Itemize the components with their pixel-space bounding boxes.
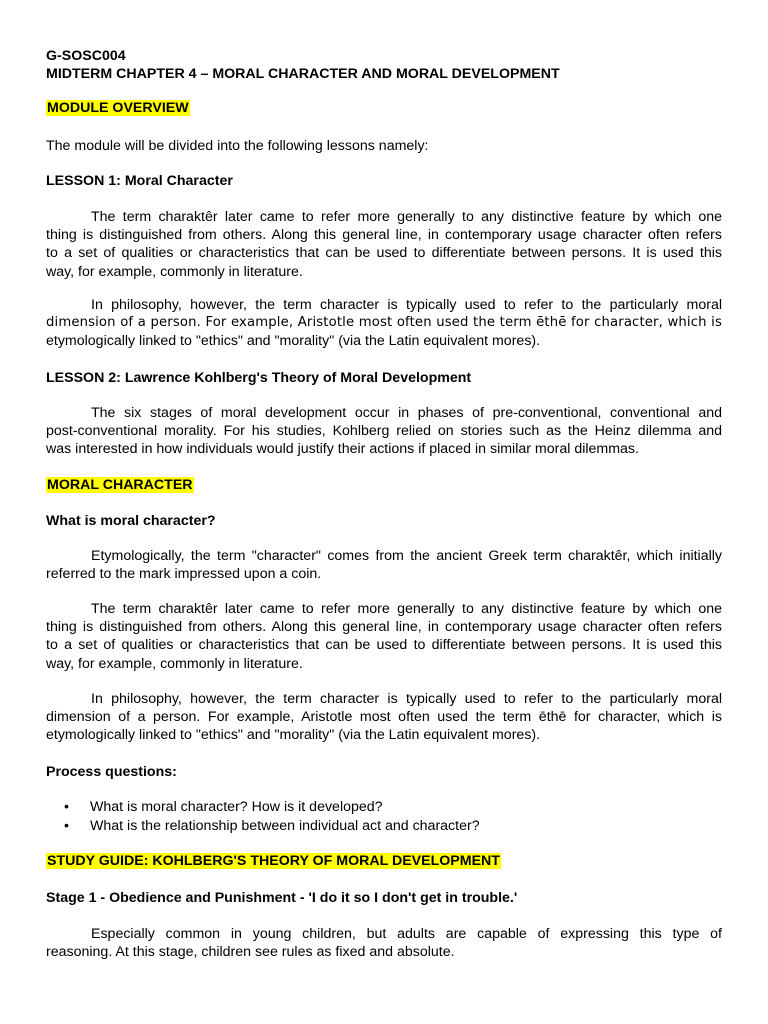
stage1-paragraph — [46, 925, 722, 961]
list-item-text: What is the relationship between individual act and character? — [90, 818, 480, 834]
paragraph-line: to a set of qualities or characteristics that can be used to differentiate between persons. It is used this — [46, 637, 722, 654]
moral-character-heading-wrap — [46, 476, 722, 494]
paragraph-line: way, for example, commonly in literature. — [46, 655, 303, 672]
paragraph-line: Etymologically, the term "character" comes from the ancient Greek term charaktêr, which initially — [91, 548, 722, 564]
paragraph-line: to a set of qualities or characteristics that can be used to differentiate between persons. It is used this — [46, 245, 722, 262]
paragraph-line: Especially common in young children, but adults are capable of expressing this type of — [91, 926, 722, 942]
moral-character-paragraph-1 — [46, 547, 722, 583]
moral-character-heading: MORAL CHARACTER — [47, 477, 193, 493]
bullet-icon: • — [64, 799, 69, 815]
paragraph-line: post-conventional morality. For his studies, Kohlberg relied on stories such as the Heinz dilemma and — [46, 423, 722, 440]
process-questions-heading: Process questions: — [46, 764, 177, 780]
paragraph-line: In philosophy, however, the term character is typically used to refer to the particularly moral — [91, 691, 722, 707]
paragraph-line: reasoning. At this stage, children see rules as fixed and absolute. — [46, 944, 455, 961]
bullet-icon: • — [64, 818, 69, 834]
paragraph-line: thing is distinguished from others. Along this general line, in contemporary usage character often refers — [46, 619, 722, 636]
paragraph-line: In philosophy, however, the term character is typically used to refer to the particularly moral — [91, 297, 722, 313]
paragraph-line: etymologically linked to "ethics" and "morality" (via the Latin equivalent mores). — [46, 333, 541, 350]
paragraph-line: was interested in how individuals would justify their actions if placed in similar moral dilemmas. — [46, 441, 639, 458]
document-title: MIDTERM CHAPTER 4 – MORAL CHARACTER AND MORAL DEVELOPMENT — [46, 66, 560, 82]
course-code: G-SOSC004 — [46, 48, 126, 64]
paragraph-line: The term charaktêr later came to refer more generally to any distinctive feature by which one — [91, 209, 722, 225]
lesson1-paragraph-2 — [46, 296, 722, 351]
paragraph-line: way, for example, commonly in literature. — [46, 263, 303, 280]
module-overview-heading-wrap — [46, 99, 722, 117]
moral-character-paragraph-3 — [46, 690, 722, 745]
lesson2-heading: LESSON 2: Lawrence Kohlberg's Theory of Moral Development — [46, 370, 472, 386]
process-questions-list — [46, 798, 722, 836]
paragraph-line-text: dimension of a person. For example, Aristotle most often used the term ēthē for character, which is — [46, 709, 722, 726]
lesson1-heading: LESSON 1: Moral Character — [46, 173, 233, 189]
paragraph-line: etymologically linked to "ethics" and "morality" (via the Latin equivalent mores). — [46, 727, 541, 744]
module-overview-heading: MODULE OVERVIEW — [47, 100, 189, 116]
paragraph-line: thing is distinguished from others. Along this general line, in contemporary usage character often refers — [46, 227, 722, 244]
moral-character-paragraph-2 — [46, 600, 722, 673]
paragraph-line: dimension of a person. For example, Aristotle most often used the term ēthē for character, which is — [46, 315, 722, 331]
paragraph-line: The six stages of moral development occur in phases of pre-conventional, conventional and — [91, 405, 722, 421]
paragraph-line: referred to the mark impressed upon a coin. — [46, 566, 322, 583]
study-guide-heading-wrap — [46, 852, 722, 870]
list-item — [46, 817, 722, 836]
paragraph-line: The term charaktêr later came to refer more generally to any distinctive feature by which one — [91, 601, 722, 617]
stage1-heading: Stage 1 - Obedience and Punishment - 'I do it so I don't get in trouble.' — [46, 890, 518, 906]
moral-character-question: What is moral character? — [46, 513, 216, 529]
study-guide-heading: STUDY GUIDE: KOHLBERG'S THEORY OF MORAL DEVELOPMENT — [47, 853, 500, 869]
lesson1-paragraph-1 — [46, 208, 722, 281]
paragraph-line — [46, 708, 722, 726]
lesson2-paragraph — [46, 404, 722, 459]
module-overview-intro: The module will be divided into the following lessons namely: — [46, 138, 429, 154]
list-item-text: What is moral character? How is it developed? — [90, 799, 383, 815]
list-item — [46, 798, 722, 817]
